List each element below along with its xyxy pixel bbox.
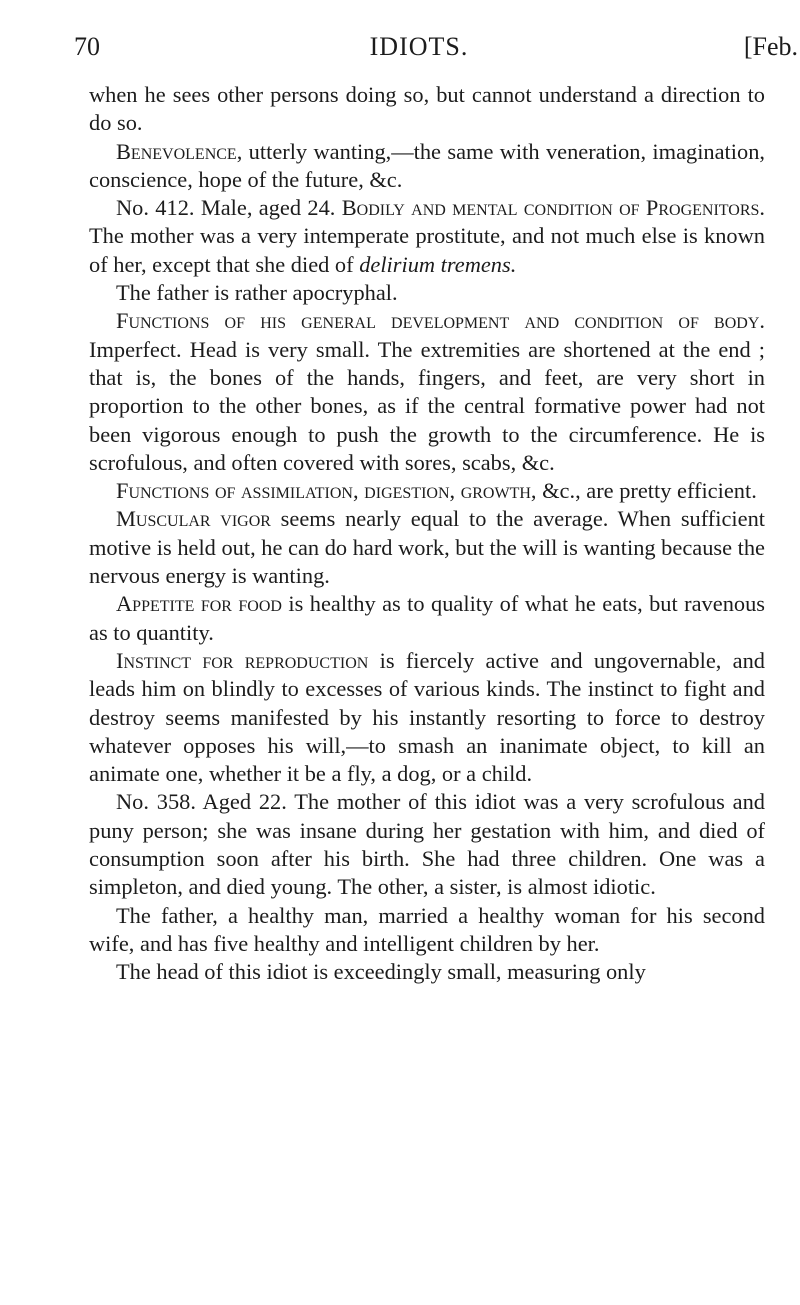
paragraph	[89, 647, 765, 788]
paragraph	[89, 477, 765, 505]
paragraph-lead: Instinct for reproduction	[116, 647, 369, 673]
paragraph-text: is healthy as to quality of what he eats, but ravenous as to quantity.	[89, 591, 765, 645]
paragraph-text: utterly wanting,—the same with veneration, imagination, conscience, hope of the future, &c.	[89, 138, 765, 192]
paragraph-text: &c., are pretty efficient.	[536, 478, 757, 504]
paragraph	[89, 194, 765, 279]
paragraph	[89, 81, 765, 138]
paragraph	[89, 902, 765, 959]
paragraph-text: seems nearly equal to the average. When sufficient motive is held out, he can do hard work, but the will is wanting because the nervous energy is wanting.	[89, 506, 765, 589]
paragraph-text: is fiercely active and ungovernable, and leads him on blindly to excesses of various kinds. The instinct to fight and destroy seems manifested by his instantly resorting to force to destroy whatever opposes his will,—to smash an inanimate object, to kill an animate one, whether it be a fly, a dog, or a child.	[89, 647, 765, 787]
paragraph	[89, 505, 765, 590]
page-number: 70	[74, 32, 100, 61]
paragraph-text: The head of this idiot is exceedingly small, measuring only	[116, 959, 646, 985]
paragraph-text: The mother was a very intemperate prostitute, and not much else is known of her, except that she died of	[89, 223, 765, 277]
case-number: No. 412. Male, aged 24.	[116, 195, 342, 221]
paragraph	[89, 958, 765, 986]
paragraph-text: The father is rather apocryphal.	[116, 280, 398, 306]
paragraph-text: The father, a healthy man, married a healthy woman for his second wife, and has five healthy and intelligent children by her.	[89, 902, 765, 956]
paragraph-lead: Bodily and mental condition of Progenitors.	[341, 195, 765, 221]
italic-term: delirium tremens.	[359, 251, 517, 277]
paragraph	[89, 590, 765, 647]
paragraph-lead: Appetite for food	[116, 591, 282, 617]
paragraph-lead: Muscular vigor	[116, 506, 271, 532]
paragraph	[89, 279, 765, 307]
paragraph	[89, 307, 765, 477]
paragraph	[89, 788, 765, 901]
running-title: IDIOTS.	[369, 32, 469, 61]
body-text	[89, 81, 765, 987]
paragraph-lead: Functions of his general development and condition of body.	[116, 308, 765, 334]
paragraph-text: Imperfect. Head is very small. The extremities are shortened at the end ; that is, the bones of the hands, fingers, and feet, are very short in proportion to the other bones, as if the central formative power had not been vigorous enough to push the growth to the circumference. He is scrofulous, and often covered with sores, scabs, &c.	[89, 336, 765, 475]
paragraph-lead: Benevolence,	[116, 138, 243, 164]
running-header	[74, 32, 798, 72]
paragraph-lead: Functions of assimilation, digestion, growth,	[116, 478, 537, 504]
section-mark: [Feb.	[743, 32, 798, 61]
paragraph	[89, 138, 765, 195]
paragraph-text: No. 358. Aged 22. The mother of this idiot was a very scrofulous and puny person; she was insane during her gestation with him, and died of consumption soon after his birth. She had three children. One was a simpleton, and died young. The other, a sister, is almost idiotic.	[89, 789, 765, 900]
paragraph-text: when he sees other persons doing so, but cannot understand a direction to do so.	[89, 82, 765, 136]
